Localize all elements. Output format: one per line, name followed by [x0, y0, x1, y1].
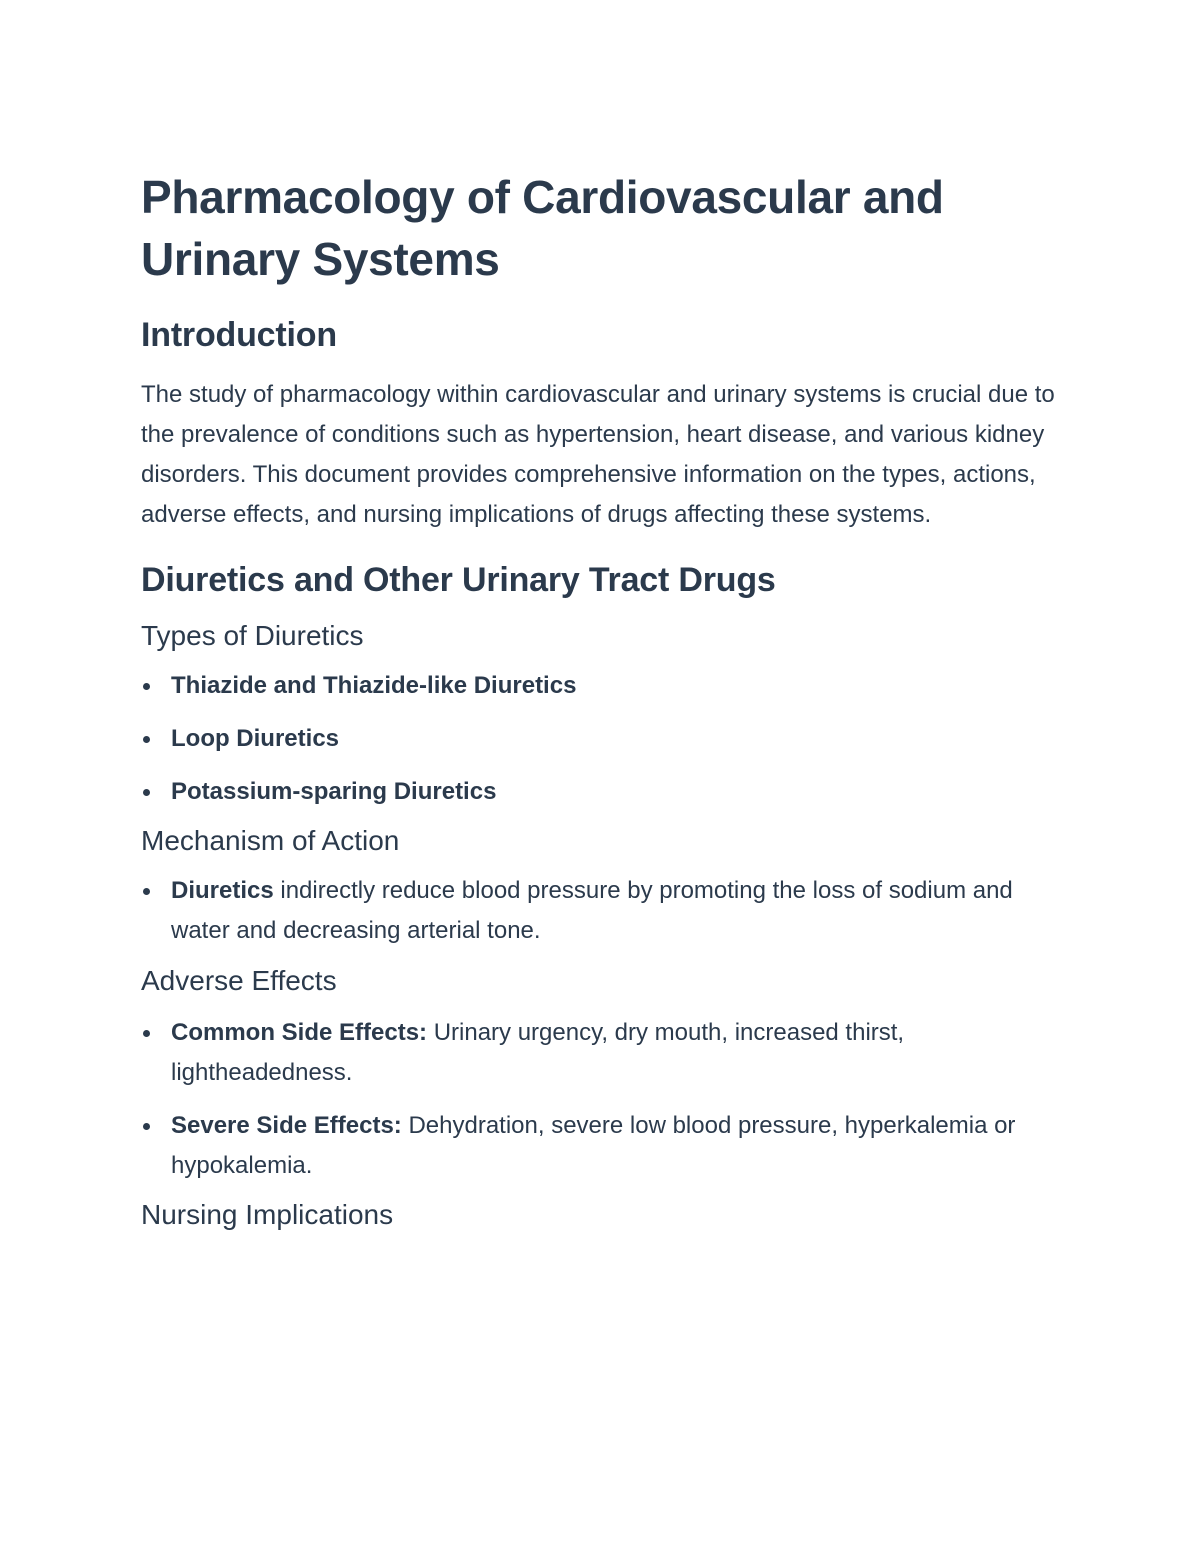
list-item-bold: Severe Side Effects:: [171, 1112, 402, 1139]
introduction-paragraph: The study of pharmacology within cardiovascular and urinary systems is crucial due to the prevalence of conditions such as hypertension, heart disease, and various kidney disorders. This document provides comprehensive information on the types, actions, adverse effects, and nursing implications of drugs affecting these systems.: [141, 381, 1055, 528]
mechanism-list: [141, 871, 1061, 951]
list-item-text: Urinary urgency, dry mouth, increased thirst, lightheadedness.: [171, 1019, 905, 1086]
list-item-bold: Potassium-sparing Diuretics: [171, 778, 497, 805]
list-item-bold: Loop Diuretics: [171, 725, 340, 752]
list-item: [141, 666, 1061, 706]
adverse-effects-list: [141, 1013, 1061, 1186]
list-item-text: Dehydration, severe low blood pressure, hyperkalemia or hypokalemia.: [171, 1112, 1016, 1179]
diuretics-section-heading: Diuretics and Other Urinary Tract Drugs: [141, 561, 776, 599]
types-of-diuretics-heading: Types of Diuretics: [141, 620, 364, 651]
types-of-diuretics-list: [141, 666, 1061, 812]
list-item: [141, 772, 1061, 812]
list-item: [141, 1013, 1061, 1093]
list-item-bold: Thiazide and Thiazide-like Diuretics: [171, 672, 577, 699]
list-item-bold: Diuretics: [171, 877, 274, 904]
document-title: Pharmacology of Cardiovascular and Urinary Systems: [141, 171, 944, 285]
list-item: [141, 871, 1061, 951]
introduction-heading: Introduction: [141, 316, 337, 354]
list-item-text: indirectly reduce blood pressure by promoting the loss of sodium and water and decreasing arterial tone.: [171, 877, 1013, 944]
list-item: [141, 1106, 1061, 1186]
mechanism-of-action-heading: Mechanism of Action: [141, 825, 400, 856]
nursing-implications-heading: Nursing Implications: [141, 1199, 394, 1230]
adverse-effects-heading: Adverse Effects: [141, 965, 337, 996]
list-item-bold: Common Side Effects:: [171, 1019, 428, 1046]
document-page: [141, 166, 1061, 1231]
list-item: [141, 719, 1061, 759]
